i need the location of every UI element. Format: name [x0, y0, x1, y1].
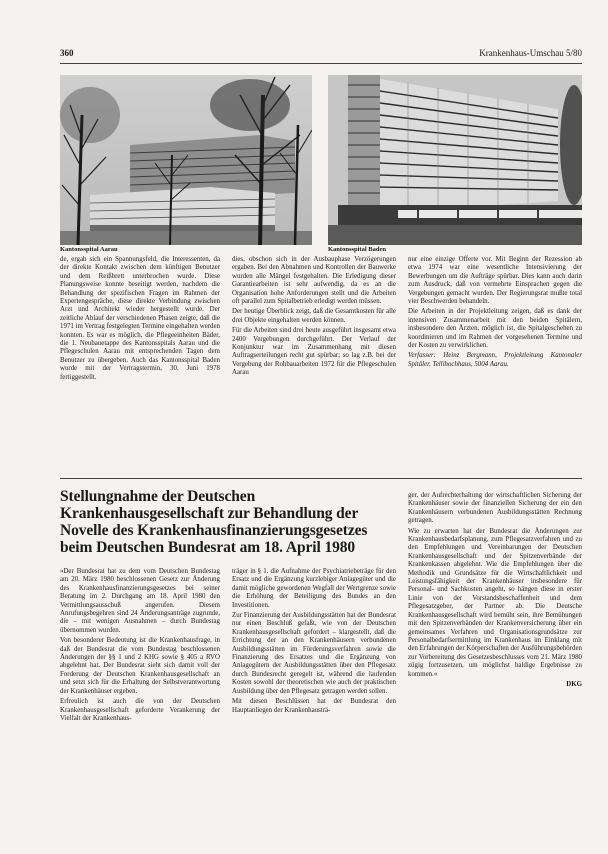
journal-title: Krankenhaus-Umschau 5/80: [479, 48, 582, 58]
signature: DKG: [566, 680, 582, 688]
paragraph: »Der Bundesrat hat zu dem vom Deutschen Bundestag am 20. März 1980 beschlossenen Gesetz zur Änderung des Krankenhausfinanzierungsgesetzes bei seiner Beratung im 2. Durchgang am 18. April 1980 den Vermittlungsausschuß angerufen. Diesem Anrufungsbegehren sind 24 Änderungsanträge zugrunde, die – mit wenigen Ausnahmen – durch Bundestag übernommen wurden.: [60, 568, 220, 634]
top-article-column-1: [60, 256, 220, 384]
top-article-column-2: [232, 256, 396, 380]
paragraph: ger, der Aufrechterhaltung der wirtschaftlichen Sicherung der Krankenhäuser sowie der finanziellen Sicherung der ein den Krankenhäusern verbundenen Ausbildungsstätten Rechnung getragen.: [408, 492, 582, 525]
article-headline: Stellungnahme der Deutschen Krankenhausgesellschaft zur Behandlung der Novelle des Krankenhausfinanzierungsgesetzes beim Deutschen Bundesrat am 18. April 1980: [60, 488, 368, 556]
baden-photo-image: [328, 75, 582, 245]
paragraph: träger in § 1. die Aufnahme der Psychiatriebeträge für den Ersatz und die Ergänzung kurzlebiger Anlagegüter und die damit mögliche gewordenen Wegfall der Wertgrenze sowie die Erhöhung der Beteiligung des Bundes an den Investitionen.: [232, 568, 396, 609]
header-rule: [60, 63, 582, 64]
paragraph: Die Arbeiten in der Projektleitung zeigen, daß es dank der intensiven Zusammenarbeit mit den beiden Spitälern, insbesondere den Ärzten, möglich ist, die Spitalgeschehen zu koordinieren und im Rahmen der vorgesehenen Termine und der Kosten zu verwirklichen.: [408, 308, 582, 350]
paragraph: Wie zu erwarten hat der Bundesrat die Änderungen zur Krankenhausbedarfsplanung, zum Pflegesatzverfahren und zu den Empfehlungen und Vereinbarungen der Deutschen Krankenhausgesellschaft und der Spitzenverbände der Krankenkassen abgelehnt. Wie die Empfehlungen über die Methodik und Grundsätze für die Wirtschaftlichkeit und Leistungsfähigkeit der Krankenhäuser insbesondere für Personal- und Sachkosten angeht, so hängen diese in erster Linie von der Vorstandsbeschaffenheit und dem Pflegesatzgeber, der Partner ab. Die Deutsche Krankenhausgesellschaft wird bemüht sein, ihre Bemühungen mit den Spitzenverbänden der Krankenversicherung über ein gemeinsames Verfahren und Organisationsgrundsätze zur Personalbedarfsermittlung im Krankenhaus im Einklang mit den Erfahrungen der Körperschaften der Ausführungsbehörden zur Vorbereitung des Gesetzesbeschlusses vom 21. März 1980 zügig fortzusetzen, um möglichst baldige Ergebnisse zu kommen.«: [408, 527, 582, 678]
paragraph: Erfreulich ist auch die von der Deutschen Krankenhausgesellschaft geforderte Verankerung der Vielfalt der Krankenhaus-: [60, 698, 220, 722]
article-column-3: [408, 492, 582, 691]
section-rule: [60, 478, 582, 479]
caption-baden: Kantonsspital Baden: [328, 246, 386, 253]
top-article-column-3: [408, 256, 582, 371]
paragraph: Der heutige Überblick zeigt, daß die Gesamtkosten für alle drei Objekte eingehalten werden können.: [232, 308, 396, 324]
paragraph: de, ergab sich ein Spannungsfeld, die Interessenten, da der direkte Kontakt zwischen dem künftigen Benutzer und dem Reißbrett unterbrochen wurde. Diese Planungsweise konnte beseitigt werden, nachdem die Behandlung der spezifischen Fragen im Rahmen der Expertengespräche, diese direkte Verbindung zwischen Arzt und Architekt wieder hergestellt wurde. Der zeitliche Ablauf der verschiedenen Phasen zeigte, daß die 1971 im Vertrag festgelegten Termine eingehalten werden konnten. Es war es möglich, die Pflegeeinheiten Bäder, die 1. Neubauetappe des Kantonsspitals Aarau und die Pflegeschulen Aarau mit entsprechenden Tagen dem Benutzer zu übergeben. Auch das Kantonsspital Baden wurde mit der Vertragstermin, 30. Juni 1978 fertiggestellt.: [60, 256, 220, 381]
paragraph: Von besonderer Bedeutung ist die Krankenhausfrage, in daß der Bundesrat die vom Bundestag beschlossenen Änderungen der §§ 1 und 2 KHG sowie § 405 a RVO abgelehnt hat. Der Bundesrat sieht sich damit voll der Forderung der Deutschen Krankenhausgesellschaft an und setzt sich für die Erhaltung der Selbstverantwortung der Krankenhäuser ergeben.: [60, 637, 220, 695]
paragraph: dies, obschon sich in der Ausbauphase Verzögerungen ergaben. Bei den Abnahmen und Kontrollen der Bauwerke wurden alle Mängel festgehalten. Die Erledigung dieser Garantiearbeiten ist sehr aufwendig, da es an die Organisation hohe Anforderungen stellt und die Arbeiten oft parallel zum Spitalbetrieb erledigt werden müssen.: [232, 256, 396, 306]
caption-aarau: Kantonsspital Aarau: [60, 246, 118, 253]
article-column-1: [60, 568, 220, 725]
paragraph: nur eine einzige Offerte vor. Mit Beginn der Rezession ab etwa 1974 war eine wesentliche Intensivierung der Bewerbungen um die Aufträge spürbar. Dies kann auch darin zum Ausdruck, daß von vermehrte Einsprachen gegen die Vergebungen gemacht wurden. Der Regierungsrat mußte total vier Beschwerden behandeln.: [408, 256, 582, 306]
page-number: 360: [60, 48, 74, 58]
author-note: Verfasser: Heinz Bergmann, Projektleitung Kantonaler Spitäler, Tellihochhaus, 5004 Aarau.: [408, 352, 582, 368]
page-header: [60, 48, 582, 62]
paragraph: Für die Arbeiten sind drei heute ausgeführt insgesamt etwa 2400 Vergebungen durchgeführt. Der Verlauf der Konjunktur war im Zusammenhang mit diesen Auftragserteilungen recht gut spürbar; so lag z.B. bei der Vergebung der Rohbauarbeiten 1972 für die Pflegeschulen Aarau: [232, 327, 396, 377]
paragraph: Mit diesen Beschlüssen hat der Bundesrat den Hauptanliegen der Krankenhausträ-: [232, 698, 396, 714]
paragraph: Zur Finanzierung der Ausbildungsstätten hat der Bundesrat nur einen Beschluß gefaßt, wie von der Deutschen Krankenhausgesellschaft gefordert – klargestellt, daß die Errichtung der an den Krankenhäusern verbundenen Ausbildungsstätten im Förderungsverfahren sowie die Finanzierung des Ersatzes und die Ergänzung von Anlagegütern der Ausbildungsstätten über den Pflegesatz durch Bundesrecht geregelt ist, während die laufenden Kosten sowohl der theoretischen wie auch der praktischen Ausbildung über den Pflegesatz getragen werden sollen.: [232, 612, 396, 695]
photo-kantonsspital-aarau: [60, 75, 312, 245]
aarau-photo-image: [60, 75, 312, 245]
photo-kantonsspital-baden: [328, 75, 582, 245]
article-column-2: [232, 568, 396, 717]
